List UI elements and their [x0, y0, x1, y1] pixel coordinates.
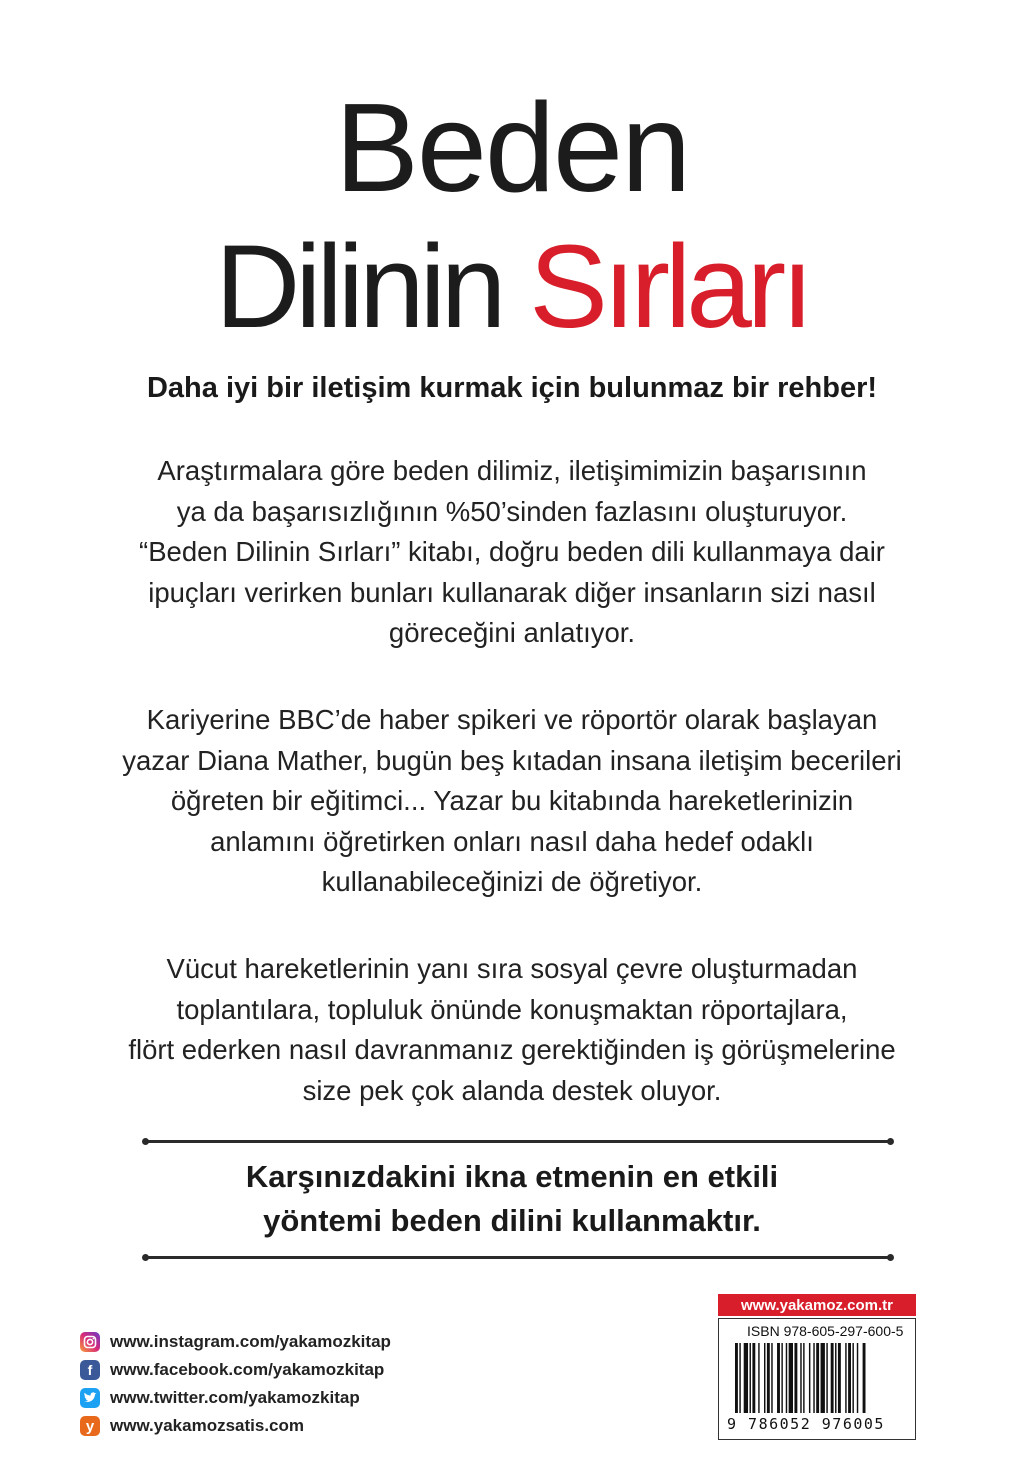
- paragraph-line: toplantılara, topluluk önünde konuşmaktan röportajlara,: [176, 993, 848, 1025]
- yakamoz-icon: y: [80, 1416, 100, 1436]
- barcode-bar: [863, 1343, 866, 1413]
- paragraph-line: Araştırmalara göre beden dilimiz, iletişimimizin başarısının: [157, 455, 867, 486]
- barcode-bar: [750, 1343, 751, 1413]
- barcode-bar: [777, 1343, 780, 1413]
- barcode-bar: [826, 1343, 827, 1413]
- barcode-bar: [813, 1343, 814, 1413]
- twitter-link[interactable]: www.twitter.com/yakamozkitap: [110, 1388, 360, 1407]
- paragraph-line: kullanabileceğinizi de öğretiyor.: [321, 866, 703, 897]
- paragraph-line: flört ederken nasıl davranmanız gerektiğinden iş görüşmelerine: [128, 1034, 896, 1065]
- paragraph-1: [0, 451, 1024, 654]
- paragraph-line: Vücut hareketlerinin yanı sıra sosyal çevre oluşturmadan: [166, 953, 858, 984]
- facebook-link[interactable]: www.facebook.com/yakamozkitap: [110, 1360, 385, 1379]
- paragraph-line: ipuçları verirken bunları kullanarak diğer insanların sizi nasıl: [148, 576, 876, 608]
- barcode-bar: [758, 1343, 759, 1413]
- barcode-bar: [786, 1343, 787, 1413]
- barcode-bar: [800, 1343, 801, 1413]
- facebook-icon: f: [80, 1360, 100, 1380]
- barcode-bar: [735, 1343, 738, 1413]
- publisher-website[interactable]: www.yakamoz.com.tr: [718, 1294, 916, 1316]
- emphasis-line: yöntemi beden dilini kullanmaktır.: [263, 1203, 761, 1238]
- paragraph-line: “Beden Dilinin Sırları” kitabı, doğru beden dili kullanmaya dair: [139, 536, 885, 567]
- barcode-number: 9 786052 976005: [727, 1415, 885, 1433]
- book-title-line1: Beden: [334, 77, 690, 218]
- paragraph-line: ya da başarısızlığının %50’sinden fazlasını oluşturuyor.: [176, 495, 848, 527]
- barcode-bar: [852, 1343, 853, 1413]
- barcode-bar: [739, 1343, 740, 1413]
- barcode-bar: [789, 1343, 793, 1413]
- paragraph-line: öğreten bir eğitimci... Yazar bu kitabında hareketlerinizin: [170, 785, 854, 816]
- barcode-bar: [816, 1343, 819, 1413]
- barcode-bar: [764, 1343, 765, 1413]
- title-dilinin: Dilinin: [215, 221, 530, 353]
- barcode-bars: [735, 1343, 907, 1413]
- barcode-bar: [848, 1343, 851, 1413]
- barcode-bar: [744, 1343, 748, 1413]
- social-row-facebook[interactable]: [80, 1356, 391, 1384]
- divider-bottom: [146, 1256, 890, 1259]
- twitter-icon: [80, 1388, 100, 1408]
- paragraph-3: [0, 949, 1024, 1111]
- barcode-bar: [752, 1343, 755, 1413]
- paragraph-line: anlamını öğretirken onları nasıl daha hedef odaklı: [210, 825, 814, 857]
- tagline: Daha iyi bir iletişim kurmak için bulunmaz bir rehber!: [146, 372, 878, 404]
- social-row-instagram[interactable]: [80, 1328, 391, 1356]
- barcode-bar: [781, 1343, 782, 1413]
- social-row-twitter[interactable]: [80, 1384, 391, 1412]
- barcode-bar: [838, 1343, 841, 1413]
- barcode-bar: [767, 1343, 770, 1413]
- barcode-bar: [835, 1343, 836, 1413]
- barcode-bar: [794, 1343, 797, 1413]
- social-links: [80, 1328, 391, 1440]
- instagram-icon: [80, 1332, 100, 1352]
- store-link[interactable]: www.yakamozsatis.com: [110, 1416, 305, 1435]
- isbn-label: ISBN 978-605-297-600-5: [747, 1323, 904, 1339]
- book-title-line2: [0, 222, 1024, 352]
- barcode-bar: [821, 1343, 825, 1413]
- divider-top: [146, 1140, 890, 1143]
- paragraph-line: göreceğini anlatıyor.: [388, 617, 636, 648]
- barcode-bar: [845, 1343, 846, 1413]
- emphasis-quote: [0, 1155, 1024, 1243]
- paragraph-line: yazar Diana Mather, bugün beş kıtadan insana iletişim becerileri: [122, 744, 902, 776]
- barcode-bar: [771, 1343, 772, 1413]
- paragraph-2: [0, 700, 1024, 903]
- social-row-store[interactable]: [80, 1412, 391, 1440]
- barcode-bar: [857, 1343, 858, 1413]
- barcode-bar: [803, 1343, 804, 1413]
- paragraph-line: size pek çok alanda destek oluyor.: [302, 1074, 722, 1106]
- barcode-panel: [718, 1318, 916, 1440]
- paragraph-line: Kariyerine BBC’de haber spikeri ve röportör olarak başlayan: [146, 704, 878, 735]
- barcode-bar: [809, 1343, 810, 1413]
- title-sirlari: Sırları: [529, 221, 809, 353]
- emphasis-line: Karşınızdakini ikna etmenin en etkili: [245, 1159, 779, 1194]
- barcode-bar: [831, 1343, 834, 1413]
- instagram-link[interactable]: www.instagram.com/yakamozkitap: [110, 1332, 391, 1351]
